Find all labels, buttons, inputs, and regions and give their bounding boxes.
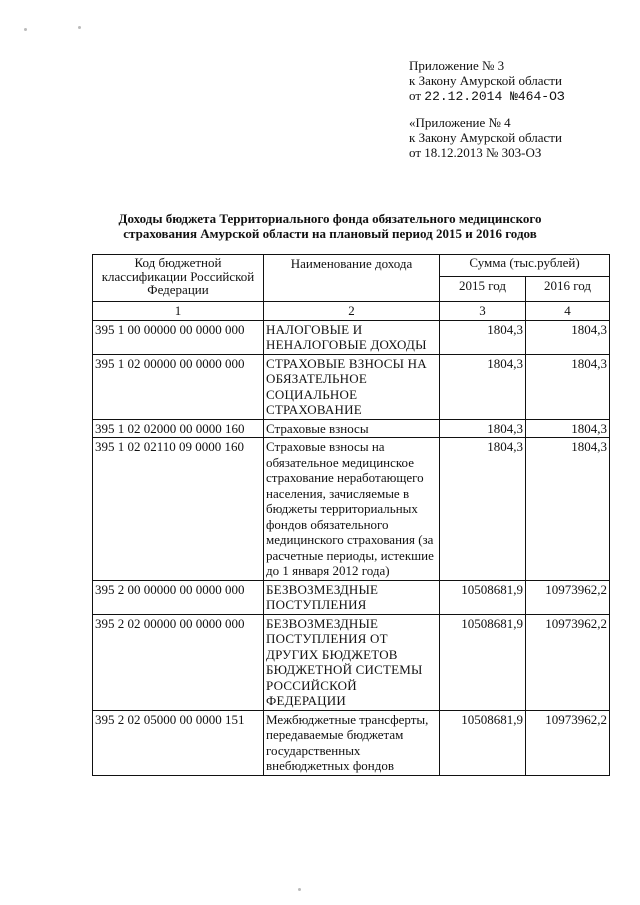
scan-speck (24, 28, 27, 31)
column-number: 4 (526, 302, 610, 321)
column-number-row (93, 302, 610, 321)
header-year-2015: 2015 год (440, 277, 526, 302)
row-value-2016: 10973962,2 (526, 710, 610, 775)
row-value-2016: 1804,3 (526, 320, 610, 354)
previous-law-ref: к Закону Амурской области (409, 130, 562, 145)
header-year-2016: 2016 год (526, 277, 610, 302)
header-sum: Сумма (тыс.рублей) (440, 255, 610, 277)
table-row (93, 580, 610, 614)
table-row (93, 438, 610, 581)
header-code: Код бюджетной классификации Российской Федерации (93, 255, 264, 302)
header-row (93, 255, 610, 277)
previous-appendix-date: от 18.12.2013 № 303-ОЗ (409, 145, 542, 160)
column-number: 3 (440, 302, 526, 321)
row-value-2015: 10508681,9 (440, 710, 526, 775)
title-line-2: страхования Амурской области на плановый период 2015 и 2016 годов (123, 226, 537, 241)
appendix-header (409, 58, 565, 160)
scan-speck (78, 26, 81, 29)
row-code: 395 1 02 02000 00 0000 160 (93, 419, 264, 438)
row-name: СТРАХОВЫЕ ВЗНОСЫ НА ОБЯЗАТЕЛЬНОЕ СОЦИАЛЬНОЕ СТРАХОВАНИЕ (264, 354, 440, 419)
row-value-2015: 1804,3 (440, 419, 526, 438)
row-code: 395 2 02 00000 00 0000 000 (93, 614, 264, 710)
appendix-number: Приложение № 3 (409, 58, 505, 73)
row-code: 395 2 00 00000 00 0000 000 (93, 580, 264, 614)
row-value-2016: 1804,3 (526, 354, 610, 419)
table-row (93, 354, 610, 419)
date-prefix: от (409, 88, 422, 103)
row-code: 395 1 00 00000 00 0000 000 (93, 320, 264, 354)
row-value-2016: 1804,3 (526, 419, 610, 438)
title-line-1: Доходы бюджета Территориального фонда обязательного медицинского (118, 211, 542, 226)
table-row (93, 710, 610, 775)
header-name: Наименование дохода (264, 255, 440, 302)
row-name: Страховые взносы (264, 419, 440, 438)
row-value-2015: 10508681,9 (440, 580, 526, 614)
table-row (93, 614, 610, 710)
row-value-2016: 10973962,2 (526, 614, 610, 710)
row-name: НАЛОГОВЫЕ И НЕНАЛОГОВЫЕ ДОХОДЫ (264, 320, 440, 354)
column-number: 1 (93, 302, 264, 321)
income-table (92, 254, 610, 776)
row-name: БЕЗВОЗМЕЗДНЫЕ ПОСТУПЛЕНИЯ (264, 580, 440, 614)
table-row (93, 419, 610, 438)
appendix-law-ref: к Закону Амурской области (409, 73, 562, 88)
document-title (80, 211, 580, 241)
row-code: 395 1 02 02110 09 0000 160 (93, 438, 264, 581)
row-name: БЕЗВОЗМЕЗДНЫЕ ПОСТУПЛЕНИЯ ОТ ДРУГИХ БЮДЖЕТОВ БЮДЖЕТНОЙ СИСТЕМЫ РОССИЙСКОЙ ФЕДЕРАЦИИ (264, 614, 440, 710)
row-code: 395 1 02 00000 00 0000 000 (93, 354, 264, 419)
scan-speck (298, 888, 301, 891)
date-stamp: 22.12.2014 №464-ОЗ (424, 89, 565, 104)
column-number: 2 (264, 302, 440, 321)
row-value-2015: 1804,3 (440, 354, 526, 419)
row-value-2016: 10973962,2 (526, 580, 610, 614)
row-value-2016: 1804,3 (526, 438, 610, 581)
row-name: Межбюджетные трансферты, передаваемые бюджетам государственных внебюджетных фондов (264, 710, 440, 775)
table-row (93, 320, 610, 354)
row-code: 395 2 02 05000 00 0000 151 (93, 710, 264, 775)
previous-appendix-number: «Приложение № 4 (409, 115, 511, 130)
row-value-2015: 1804,3 (440, 320, 526, 354)
appendix-date (409, 88, 565, 104)
row-value-2015: 1804,3 (440, 438, 526, 581)
row-name: Страховые взносы на обязательное медицинское страхование неработающего населения, зачисляемые в бюджеты территориальных фондов обязательного медицинского страхования (за расчетные периоды, истекшие до 1 января 2012 года) (264, 438, 440, 581)
row-value-2015: 10508681,9 (440, 614, 526, 710)
